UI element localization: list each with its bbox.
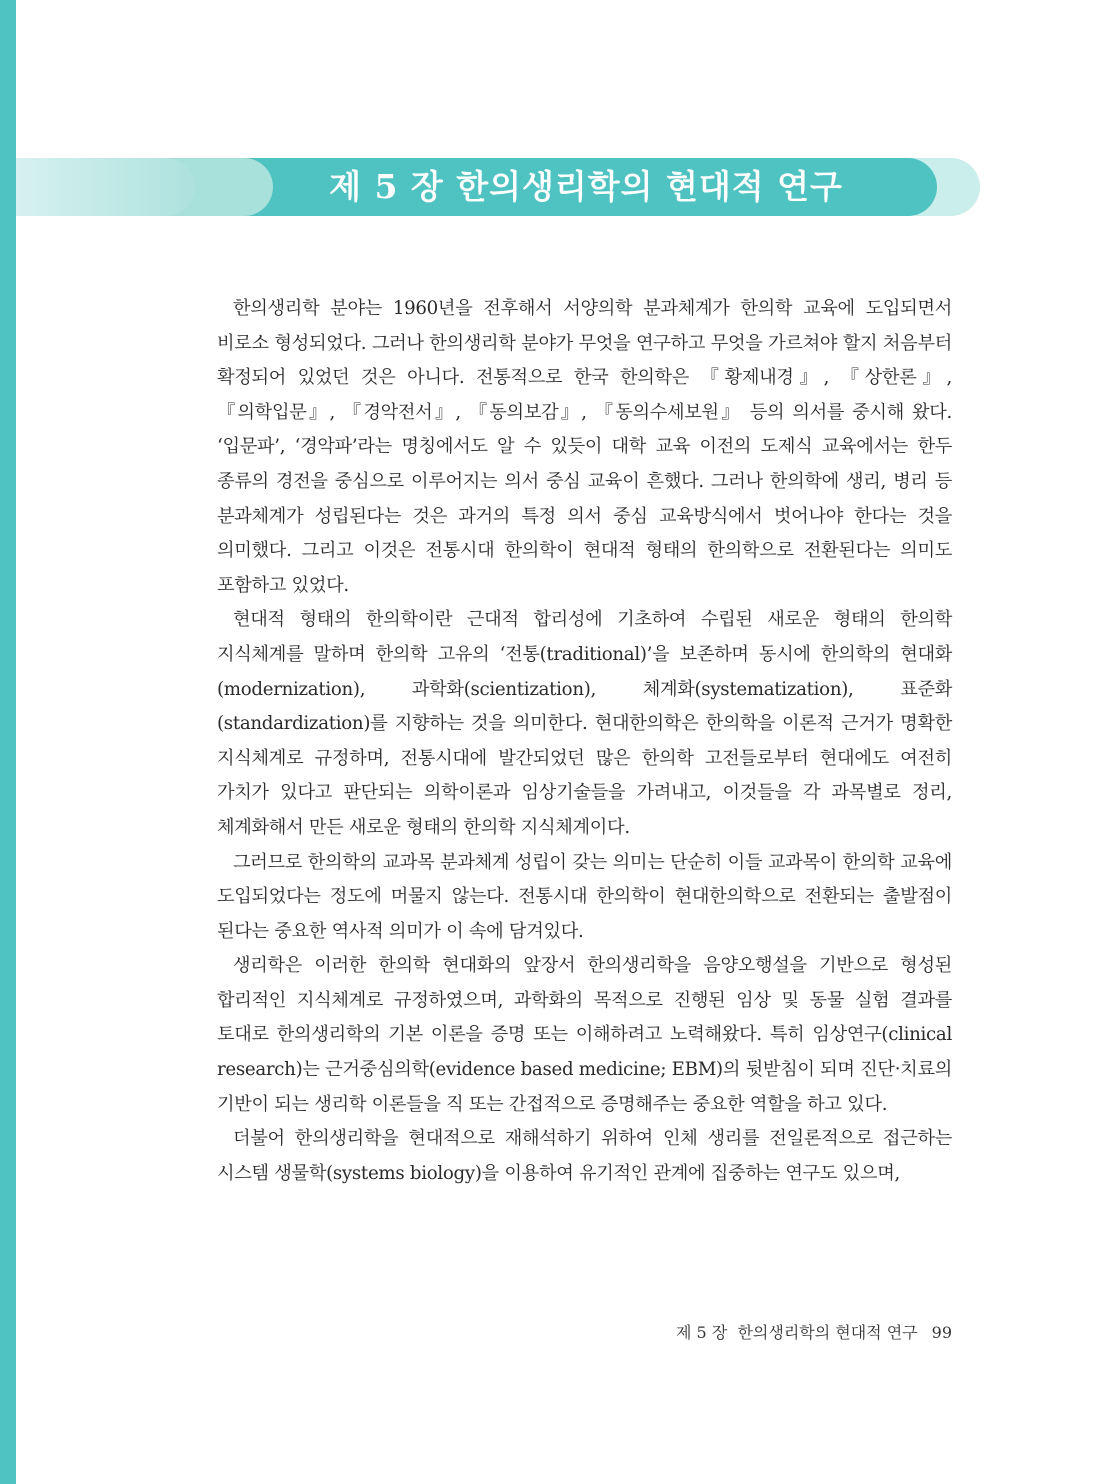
page-number: 99 [931,1323,952,1342]
side-accent-bar [0,0,16,1484]
paragraph: 그러므로 한의학의 교과목 분과체계 성립이 갖는 의미는 단순히 이들 교과목이 한의학 교육에 도입되었다는 정도에 머물지 않는다. 전통시대 한의학이 현대한의학으로 전환되는 출발점이 된다는 중요한 역사적 의미가 이 속에 담겨있다. [217,851,952,942]
paragraph: 더불어 한의생리학을 현대적으로 재해석하기 위하여 인체 생리를 전일론적으로 접근하는 시스템 생물학(systems biology)을 이용하여 유기적인 관계에 집중하는 연구도 있으며, [217,1128,952,1184]
paragraph: 한의생리학 분야는 1960년을 전후해서 서양의학 분과체계가 한의학 교육에 도입되면서 비로소 형성되었다. 그러나 한의생리학 분야가 무엇을 연구하고 무엇을 가르쳐야 할지 처음부터 확정되어 있었던 것은 아니다. 전통적으로 한국 한의학은 『황제내경』, 『상한론』, 『의학입문』, 『경악전서』, 『동의보감』, 『동의수세보원』 등의 의서를 중시해 왔다. ‘입문파’, ‘경악파’라는 명칭에서도 알 수 있듯이 대학 교육 이전의 도제식 교육에서는 한두 종류의 경전을 중심으로 이루어지는 의서 중심 교육이 흔했다. 그러나 한의학에 생리, 병리 등 분과체계가 성립된다는 것은 과거의 특정 의서 중심 교육방식에서 벗어나야 한다는 것을 의미했다. 그리고 이것은 전통시대 한의학이 현대적 형태의 한의학으로 전환된다는 의미도 포함하고 있었다. [217,298,952,596]
body-text [217,292,952,1191]
page-footer [676,1320,952,1343]
running-head: 제 5 장 한의생리학의 현대적 연구 [676,1323,918,1342]
chapter-title: 제 5 장 한의생리학의 현대적 연구 [329,167,843,206]
paragraph: 현대적 형태의 한의학이란 근대적 합리성에 기초하여 수립된 새로운 형태의 한의학 지식체계를 말하며 한의학 고유의 ‘전통(traditional)’을 보존하며 동시에 한의학의 현대화(modernization), 과학화(scientization), 체계화(systematization), 표준화(standardization)를 지향하는 것을 의미한다. 현대한의학은 한의학을 이론적 근거가 명확한 지식체계로 규정하며, 전통시대에 발간되었던 많은 한의학 고전들로부터 현대에도 여전히 가치가 있다고 판단되는 의학이론과 임상기술들을 가려내고, 이것들을 각 과목별로 정리, 체계화해서 만든 새로운 형태의 한의학 지식체계이다. [217,609,952,838]
chapter-banner [16,158,980,216]
paragraph: 생리학은 이러한 한의학 현대화의 앞장서 한의생리학을 음양오행설을 기반으로 형성된 합리적인 지식체계로 규정하였으며, 과학화의 목적으로 진행된 임상 및 동물 실험 결과를 토대로 한의생리학의 기본 이론을 증명 또는 이해하려고 노력해왔다. 특히 임상연구(clinical research)는 근거중심의학(evidence based medicine; EBM)의 뒷받침이 되며 진단·치료의 기반이 되는 생리학 이론들을 직 또는 간접적으로 증명해주는 중요한 역할을 하고 있다. [217,955,952,1115]
